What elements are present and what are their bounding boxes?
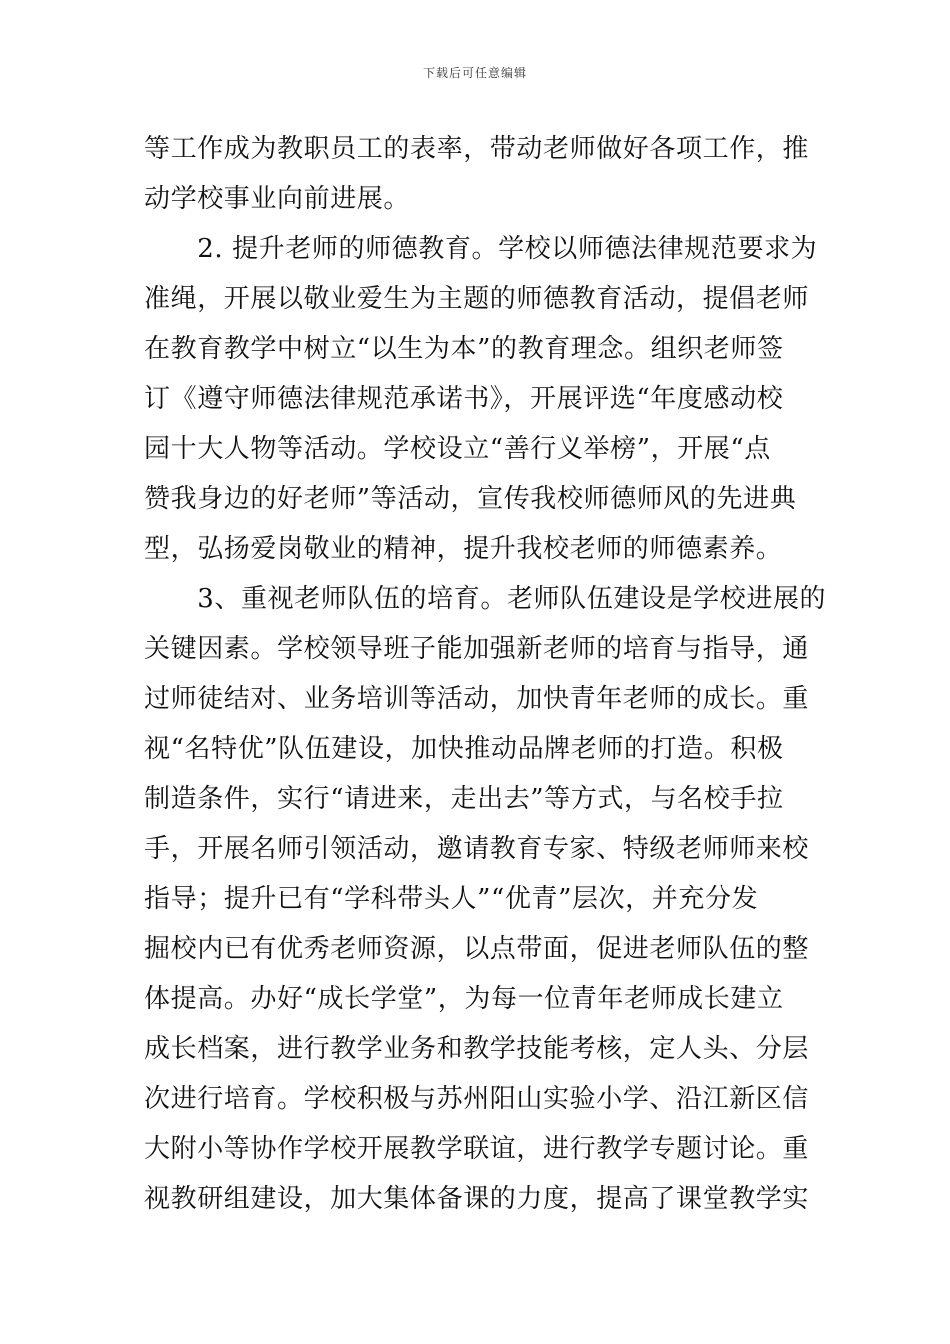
text-line: 型，弘扬爱岗敬业的精神，提升我校老师的师德素养。 xyxy=(144,534,783,564)
text-line: 视教研组建设，加大集体备课的力度，提高了课堂教学实 xyxy=(144,1184,810,1214)
text-line: 准绳，开展以敬业爱生为主题的师德教育活动，提倡老师 xyxy=(144,284,810,314)
text-line: 等工作成为教职员工的表率，带动老师做好各项工作，推 xyxy=(144,134,810,164)
text-line: 动学校事业向前进展。 xyxy=(144,184,411,214)
text-line: 指导；提升已有“学科带头人”“优青”层次，并充分发 xyxy=(144,884,759,914)
page-header: 下载后可任意编辑 xyxy=(422,66,527,80)
text-line: 制造条件，实行“请进来，走出去”等方式，与名校手拉 xyxy=(144,784,784,814)
text-line: 掘校内已有优秀老师资源，以点带面，促进老师队伍的整 xyxy=(144,934,810,964)
text-line: 手，开展名师引领活动，邀请教育专家、特级老师师来校 xyxy=(144,834,810,864)
text-line: 关键因素。学校领导班子能加强新老师的培育与指导，通 xyxy=(144,634,810,664)
text-line: 大附小等协作学校开展教学联谊，进行教学专题讨论。重 xyxy=(144,1134,810,1164)
text-line: 过师徒结对、业务培训等活动，加快青年老师的成长。重 xyxy=(144,684,810,714)
text-line: 体提高。办好“成长学堂”，为每一位青年老师成长建立 xyxy=(144,984,784,1014)
text-line: 赞我身边的好老师”等活动，宣传我校师德师风的先进典 xyxy=(144,484,797,514)
text-line: 3、重视老师队伍的培育。老师队伍建设是学校进展的 xyxy=(144,584,827,614)
text-line: 视“名特优”队伍建设，加快推动品牌老师的打造。积极 xyxy=(144,734,784,764)
text-line: 2. 提升老师的师德教育。学校以师德法律规范要求为 xyxy=(144,234,818,264)
text-line: 在教育教学中树立“以生为本”的教育理念。组织老师签 xyxy=(144,334,784,364)
text-line: 订《遵守师德法律规范承诺书》，开展评选“年度感动校 xyxy=(144,384,784,414)
text-line: 园十大人物等活动。学校设立“善行义举榜”，开展“点 xyxy=(144,434,771,464)
text-line: 次进行培育。学校积极与苏州阳山实验小学、沿江新区信 xyxy=(144,1084,810,1114)
text-line: 成长档案，进行教学业务和教学技能考核，定人头、分层 xyxy=(144,1034,810,1064)
